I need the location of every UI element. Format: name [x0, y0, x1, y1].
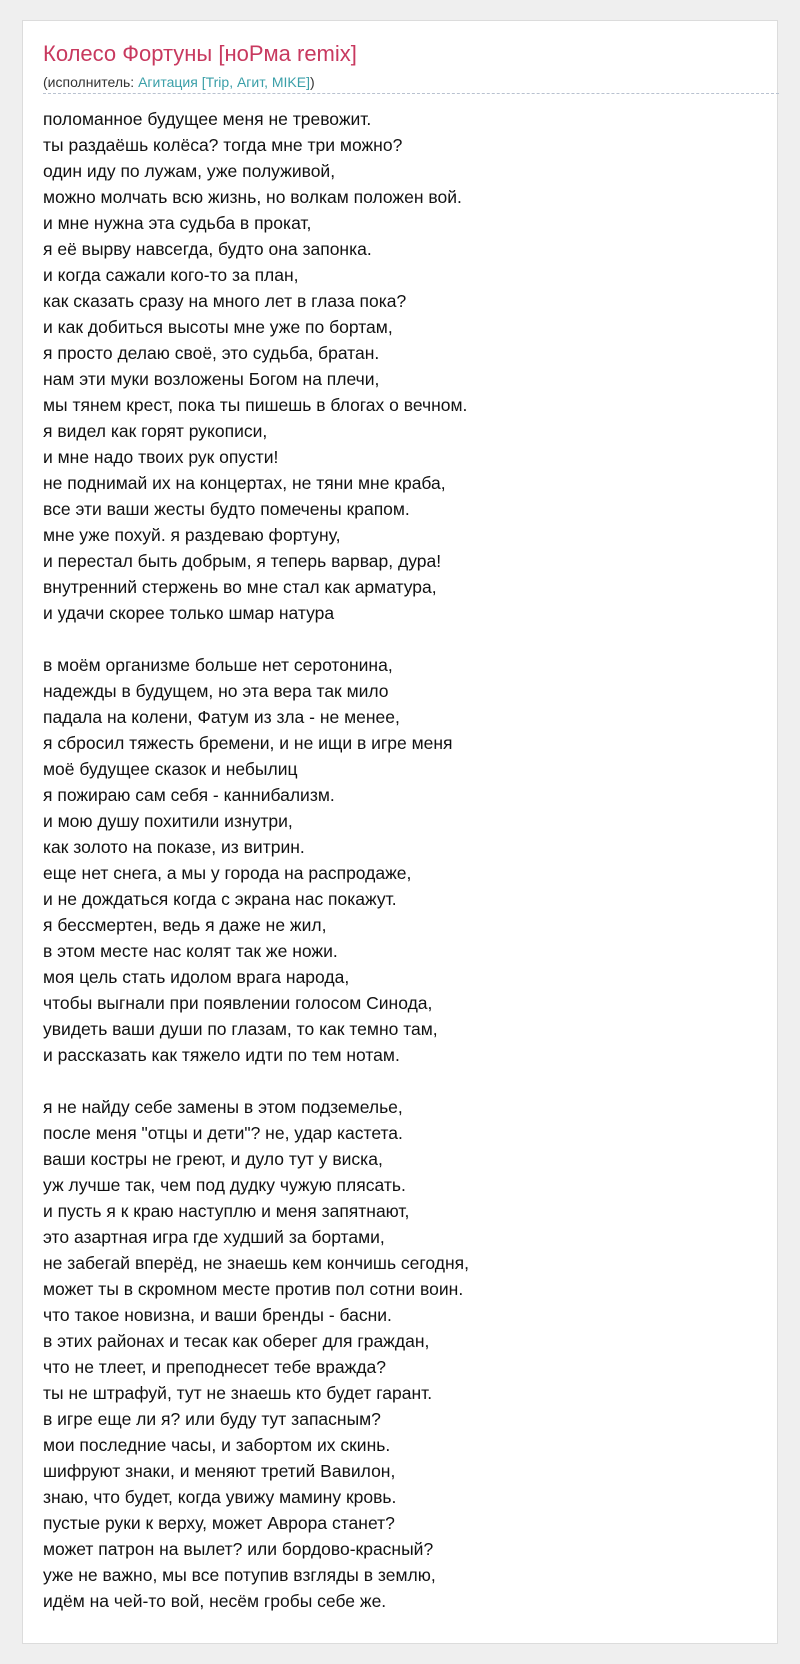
lyric-line: и мне надо твоих рук опусти!: [43, 447, 279, 467]
lyric-line: уж лучше так, чем под дудку чужую плясать.: [43, 1175, 406, 1195]
lyric-line: надежды в будущем, но эта вера так мило: [43, 681, 389, 701]
lyric-line: в игре еще ли я? или буду тут запасным?: [43, 1409, 381, 1429]
lyric-line: не поднимай их на концертах, не тяни мне краба,: [43, 473, 446, 493]
artist-suffix: ): [310, 74, 315, 90]
lyric-line: чтобы выгнали при появлении голосом Синода,: [43, 993, 433, 1013]
lyric-line: как сказать сразу на много лет в глаза пока?: [43, 291, 407, 311]
lyric-line: моя цель стать идолом врага народа,: [43, 967, 350, 987]
lyric-line: это азартная игра где худший за бортами,: [43, 1227, 385, 1247]
lyric-line: может ты в скромном месте против пол сотни воин.: [43, 1279, 464, 1299]
lyric-line: как золото на показе, из витрин.: [43, 837, 305, 857]
lyrics-stanza-3: [43, 1094, 763, 1614]
lyric-line: мы тянем крест, пока ты пишешь в блогах о вечном.: [43, 395, 468, 415]
lyric-line: один иду по лужам, уже полуживой,: [43, 161, 336, 181]
lyric-line: и как добиться высоты мне уже по бортам,: [43, 317, 393, 337]
lyric-line: поломанное будущее меня не тревожит.: [43, 109, 372, 129]
lyric-line: в этих районах и тесак как оберег для граждан,: [43, 1331, 430, 1351]
lyric-line: и рассказать как тяжело идти по тем нотам.: [43, 1045, 400, 1065]
lyric-line: идём на чей-то вой, несём гробы себе же.: [43, 1591, 387, 1611]
lyric-line: может патрон на вылет? или бордово-красный?: [43, 1539, 434, 1559]
lyric-line: ты раздаёшь колёса? тогда мне три можно?: [43, 135, 403, 155]
lyric-line: увидеть ваши души по глазам, то как темно там,: [43, 1019, 438, 1039]
lyric-line: я бессмертен, ведь я даже не жил,: [43, 915, 327, 935]
lyric-line: и мне нужна эта судьба в прокат,: [43, 213, 312, 233]
lyric-line: внутренний стержень во мне стал как арматура,: [43, 577, 437, 597]
artist-prefix: (исполнитель:: [43, 74, 139, 90]
lyric-line: ваши костры не греют, и дуло тут у виска,: [43, 1149, 383, 1169]
lyric-line: и когда сажали кого-то за план,: [43, 265, 299, 285]
artist-link[interactable]: Агитация [Trip, Агит, MIKE]: [138, 74, 310, 90]
lyric-line: я видел как горят рукописи,: [43, 421, 268, 441]
lyric-line: после меня "отцы и дети"? не, удар кастета.: [43, 1123, 403, 1143]
lyric-line: можно молчать всю жизнь, но волкам положен вой.: [43, 187, 462, 207]
lyric-line: я не найду себе замены в этом подземелье,: [43, 1097, 403, 1117]
lyric-line: шифруют знаки, и меняют третий Вавилон,: [43, 1461, 396, 1481]
lyric-line: и не дождаться когда с экрана нас покажут.: [43, 889, 397, 909]
lyrics-body: [43, 106, 763, 1640]
lyric-line: и перестал быть добрым, я теперь варвар, дура!: [43, 551, 442, 571]
lyric-line: что не тлеет, и преподнесет тебе вражда?: [43, 1357, 387, 1377]
lyric-line: в этом месте нас колят так же ножи.: [43, 941, 338, 961]
lyric-line: пустые руки к верху, может Аврора станет?: [43, 1513, 395, 1533]
song-title: Колесо Фортуны [ноРма remix]: [43, 41, 357, 66]
artist-line: [43, 74, 315, 90]
lyric-line: в моём организме больше нет серотонина,: [43, 655, 393, 675]
lyrics-stanza-1: [43, 106, 763, 626]
lyric-line: падала на колени, Фатум из зла - не менее,: [43, 707, 400, 727]
lyric-line: и удачи скорее только шмар натура: [43, 603, 335, 623]
lyrics-card: [22, 20, 778, 1644]
lyric-line: моё будущее сказок и небылиц: [43, 759, 298, 779]
lyric-line: я просто делаю своё, это судьба, братан.: [43, 343, 380, 363]
lyric-line: не забегай вперёд, не знаешь кем кончишь сегодня,: [43, 1253, 469, 1273]
lyrics-stanza-2: [43, 652, 763, 1068]
lyric-line: мои последние часы, и забортом их скинь.: [43, 1435, 391, 1455]
lyric-line: знаю, что будет, когда увижу мамину кровь.: [43, 1487, 397, 1507]
lyric-line: и мою душу похитили изнутри,: [43, 811, 293, 831]
lyric-line: и пусть я к краю наступлю и меня запятнают,: [43, 1201, 410, 1221]
header-divider: [43, 93, 779, 94]
lyric-line: ты не штрафуй, тут не знаешь кто будет гарант.: [43, 1383, 433, 1403]
lyric-line: еще нет снега, а мы у города на распродаже,: [43, 863, 412, 883]
lyric-line: уже не важно, мы все потупив взгляды в землю,: [43, 1565, 436, 1585]
lyric-line: я её вырву навсегда, будто она запонка.: [43, 239, 372, 259]
lyric-line: я сбросил тяжесть бремени, и не ищи в игре меня: [43, 733, 453, 753]
lyric-line: мне уже похуй. я раздеваю фортуну,: [43, 525, 341, 545]
lyric-line: нам эти муки возложены Богом на плечи,: [43, 369, 380, 389]
lyric-line: все эти ваши жесты будто помечены крапом.: [43, 499, 410, 519]
lyric-line: я пожираю сам себя - каннибализм.: [43, 785, 335, 805]
lyric-line: что такое новизна, и ваши бренды - басни.: [43, 1305, 392, 1325]
